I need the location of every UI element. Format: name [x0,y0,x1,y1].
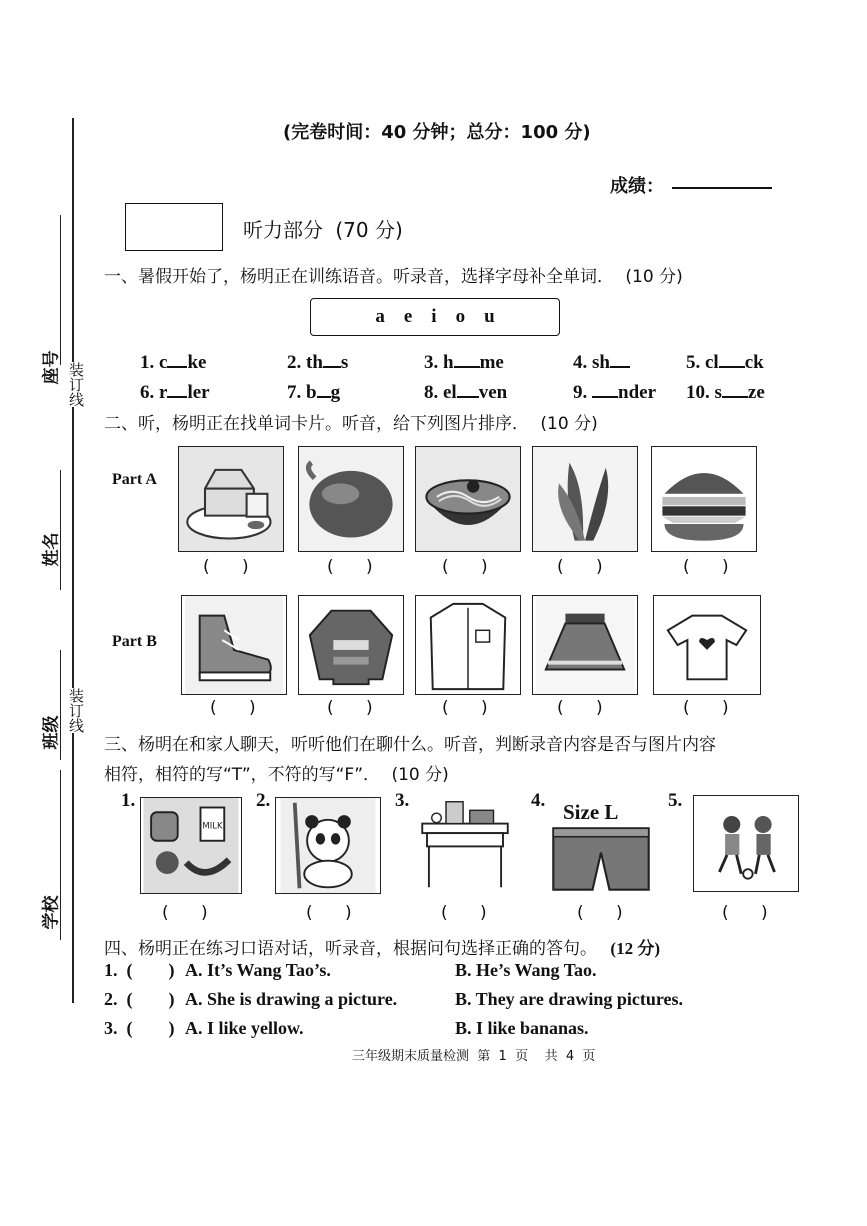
answer-paren-a2[interactable]: ( ) [327,557,373,577]
listening-title [243,214,403,243]
tf-paren-4[interactable]: ( ) [577,903,623,923]
option-b-2: B. They are drawing pictures. [455,989,684,1009]
word-prefix: 5. cl [686,352,719,373]
word-prefix: 10. s [686,382,722,403]
word-prefix: 6. r [140,382,168,403]
item-number-5: 5. [668,790,683,811]
word-item-6 [140,380,210,404]
size-label: Size L [563,800,619,824]
cake-image [178,446,284,552]
word-item-3 [424,350,504,374]
tf-paren-2[interactable]: ( ) [306,903,352,923]
word-suffix: s [340,352,349,373]
letter-blank[interactable] [592,380,618,398]
section1-title-text: 一、暑假开始了，杨明正在训练语音。听录音，选择字母补全单词． [104,267,614,287]
food-image [140,797,242,894]
word-prefix: 8. el [424,382,457,403]
answer-paren-a4[interactable]: ( ) [557,557,603,577]
word-prefix: 4. sh [573,352,610,373]
section2-title [104,409,598,434]
word-item-2 [287,350,348,374]
shorts-image [548,826,654,892]
word-item-5 [686,350,764,374]
skirt-image [532,595,638,695]
option-b-1: B. He’s Wang Tao. [455,960,597,980]
letter-blank[interactable] [722,380,748,398]
word-prefix: 7. b [287,382,317,403]
listening-title-text: 听力部分 [243,218,323,242]
burger-image [651,446,757,552]
shirt-image [415,595,521,695]
section4-title [104,934,660,959]
section1-points: (10 分) [625,267,683,287]
tf-paren-5[interactable]: ( ) [722,903,768,923]
kids-image [693,795,799,892]
section3-title-line2-text: 相符，相符的写“T”，不符的写“F”． [104,765,381,785]
vegetable-image [532,446,638,552]
part-a-label: Part A [112,471,157,488]
milk-label: MILK [202,821,223,832]
answer-paren-a5[interactable]: ( ) [683,557,729,577]
option-a-3: A. I like yellow. [185,1018,304,1038]
desk-image [413,797,517,892]
answer-paren-b5[interactable]: ( ) [683,698,729,718]
letter-blank[interactable] [610,350,630,368]
word-prefix: 1. c [140,352,168,373]
letter-blank[interactable] [719,350,745,368]
chicken-image [298,446,404,552]
class-label: 班级 [41,715,62,750]
question-1-paren[interactable]: 1. ( ) [104,960,175,980]
tf-paren-1[interactable]: ( ) [162,903,208,923]
letter-blank[interactable] [454,350,480,368]
page-footer: 三年级期末质量检测 第 1 页 共 4 页 [352,1049,596,1064]
item-number-1: 1. [121,790,136,811]
word-item-1 [140,350,206,374]
word-item-4 [573,350,630,374]
part-b-label: Part B [112,633,157,650]
letter-blank[interactable] [323,350,341,368]
answer-paren-a1[interactable]: ( ) [203,557,249,577]
word-suffix: ven [478,382,508,403]
listening-points: (70 分) [335,218,403,242]
score-label: 成绩： [610,176,664,197]
word-suffix: ke [187,352,207,373]
item-number-4: 4. [531,790,546,811]
answer-paren-b3[interactable]: ( ) [442,698,488,718]
word-prefix: 2. th [287,352,323,373]
letter-blank[interactable] [167,350,187,368]
letter-blank[interactable] [167,380,187,398]
sweater-image [298,595,404,695]
seat-label: 座号 [41,350,62,385]
section3-title-line1: 三、杨明在和家人聊天，听听他们在聊什么。听音，判断录音内容是否与图片内容 [104,735,716,755]
binding-text-bottom: 装订线 [67,688,85,733]
sneakers-image [181,595,287,695]
name-label: 姓名 [41,532,62,567]
answer-paren-b1[interactable]: ( ) [210,698,256,718]
word-prefix: 3. h [424,352,454,373]
word-suffix: g [330,382,341,403]
section4-title-text: 四、杨明正在练习口语对话，听录音，根据问句选择正确的答句。 [104,939,597,959]
word-suffix: me [479,352,504,373]
word-item-10 [686,380,765,404]
letter-blank[interactable] [317,380,331,398]
tshirt-image [653,595,761,695]
word-item-8 [424,380,507,404]
word-suffix: ck [744,352,764,373]
answer-paren-a3[interactable]: ( ) [442,557,488,577]
panda-image [275,797,381,894]
time-info: (完卷时间：40 分钟；总分：100 分) [283,122,591,143]
section2-title-text: 二、听，杨明正在找单词卡片。听音，给下列图片排序． [104,414,529,434]
option-a-2: A. She is drawing a picture. [185,989,398,1009]
letter-box: a e i o u [310,298,560,336]
letter-blank[interactable] [457,380,479,398]
item-number-3: 3. [395,790,410,811]
section2-points: (10 分) [540,414,598,434]
word-suffix: nder [618,382,656,403]
binding-text-top: 装订线 [67,362,85,407]
question-2-paren[interactable]: 2. ( ) [104,989,175,1009]
section3-title-line2 [104,760,449,785]
option-a-1: A. It’s Wang Tao’s. [185,960,331,980]
word-item-9 [573,380,656,404]
item-number-2: 2. [256,790,271,811]
section1-title [104,262,683,287]
word-suffix: ler [187,382,210,403]
section3-points: (10 分) [391,765,449,785]
school-label: 学校 [41,895,62,930]
option-b-3: B. I like bananas. [455,1018,589,1038]
seat-underline [60,215,61,365]
word-suffix: ze [747,382,765,403]
word-prefix: 9. [573,382,592,403]
noodles-image [415,446,521,552]
tf-paren-3[interactable]: ( ) [441,903,487,923]
answer-paren-b4[interactable]: ( ) [557,698,603,718]
binding-line [72,118,74,1003]
answer-paren-b2[interactable]: ( ) [327,698,373,718]
word-item-7 [287,380,340,404]
question-3-paren[interactable]: 3. ( ) [104,1018,175,1038]
section4-points: (12 分) [610,939,660,958]
score-blank [672,187,772,189]
score-box [125,203,223,251]
